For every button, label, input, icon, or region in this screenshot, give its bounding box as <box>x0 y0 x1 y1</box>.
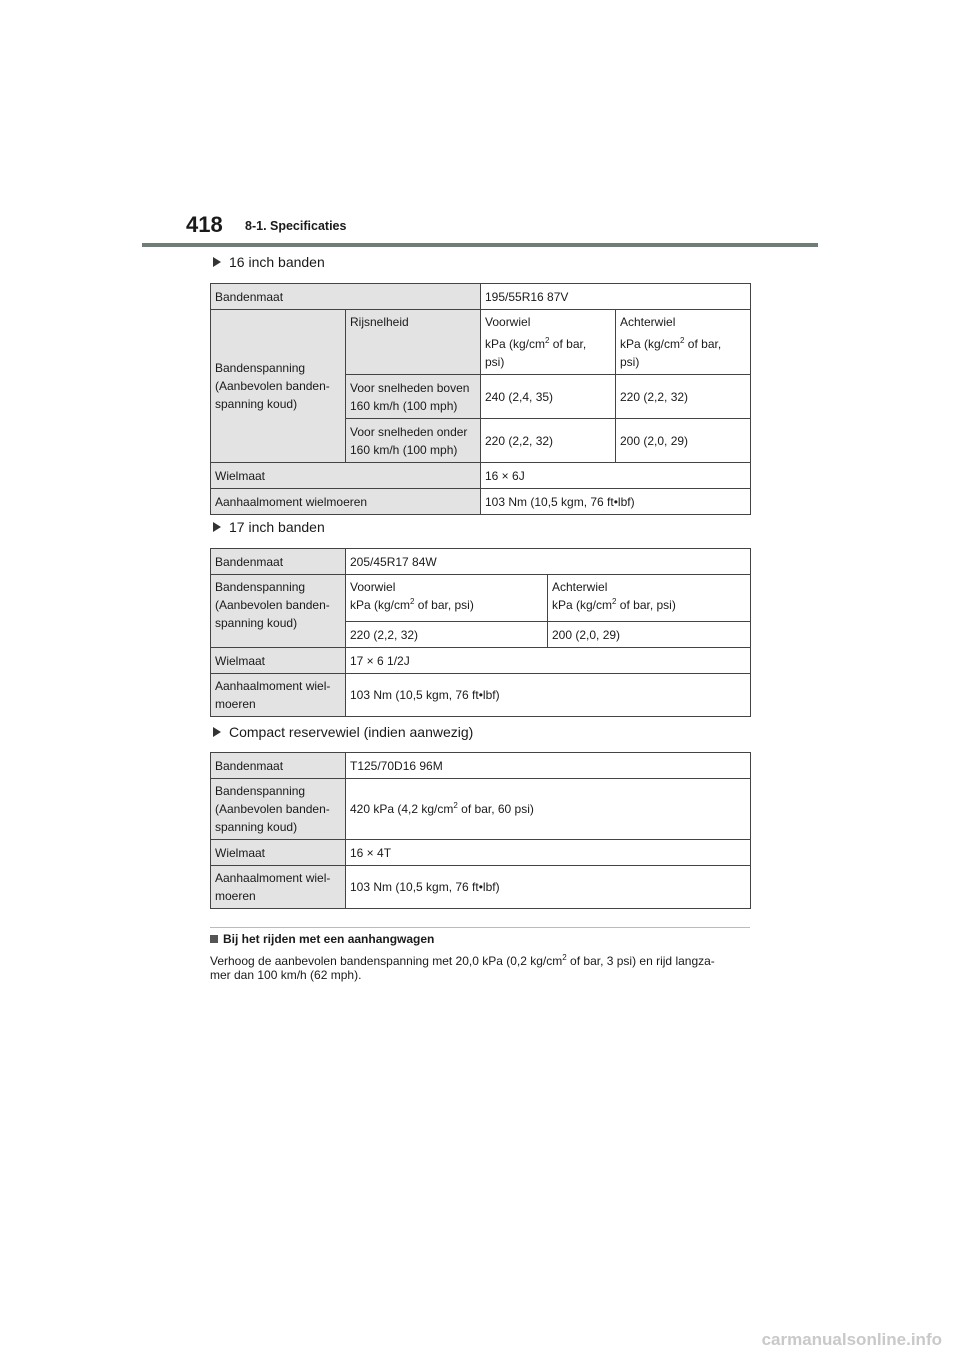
pressure-value: 420 kPa (4,2 $kg/cm^2$ of bar, 60 psi) <box>346 779 751 840</box>
heading-text: 16 inch banden <box>229 254 325 270</box>
square-bullet-icon <box>210 935 218 943</box>
pressure-label: Bandenspanning (Aanbevolen banden- spanning koud) <box>211 575 346 648</box>
table-row <box>211 310 751 375</box>
triangle-bullet-icon <box>213 522 221 532</box>
table-row <box>211 674 751 717</box>
table-row <box>211 866 751 909</box>
rear-wheel-header: Achterwiel kPa ($kg/cm^2$ of bar, psi) <box>616 310 751 375</box>
heading-17-inch <box>213 519 325 535</box>
torque-value: 103 Nm (10,5 kgm, 76 ft•lbf) <box>481 489 751 515</box>
heading-16-inch <box>213 254 325 270</box>
rear-wheel-header: Achterwiel kPa ($kg/cm^2$ of bar, psi) <box>548 575 751 622</box>
header-rule <box>142 243 818 247</box>
table-row <box>211 840 751 866</box>
size-label: Bandenmaat <box>211 549 346 575</box>
table-row <box>211 463 751 489</box>
front-wheel-header: Voorwiel kPa ($kg/cm^2$ of bar, psi) <box>346 575 548 622</box>
tire-table-compact-spare <box>210 752 751 909</box>
page-number: 418 <box>186 212 223 237</box>
torque-label: Aanhaalmoment wiel- moeren <box>211 674 346 717</box>
rear-pressure-below: 200 (2,0, 29) <box>616 419 751 463</box>
torque-value: 103 Nm (10,5 kgm, 76 ft•lbf) <box>346 674 751 717</box>
note-title <box>210 932 434 946</box>
speed-header: Rijsnelheid <box>346 310 481 375</box>
front-pressure: 220 (2,2, 32) <box>346 622 548 648</box>
wheel-size-label: Wielmaat <box>211 840 346 866</box>
wheel-size-label: Wielmaat <box>211 648 346 674</box>
front-pressure-above: 240 (2,4, 35) <box>481 375 616 419</box>
heading-text: 17 inch banden <box>229 519 325 535</box>
section-divider <box>210 927 750 928</box>
front-wheel-header: Voorwiel kPa ($kg/cm^2$ of bar, psi) <box>481 310 616 375</box>
heading-compact-spare <box>213 724 473 740</box>
triangle-bullet-icon <box>213 727 221 737</box>
rear-pressure-above: 220 (2,2, 32) <box>616 375 751 419</box>
heading-text: Compact reservewiel (indien aanwezig) <box>229 724 474 740</box>
pressure-label: Bandenspanning (Aanbevolen banden- spanning koud) <box>211 779 346 840</box>
table-row <box>211 779 751 840</box>
size-value: T125/70D16 96M <box>346 753 751 779</box>
pressure-label: Bandenspanning (Aanbevolen banden- spanning koud) <box>211 310 346 463</box>
torque-value: 103 Nm (10,5 kgm, 76 ft•lbf) <box>346 866 751 909</box>
tire-table-17-inch <box>210 548 751 717</box>
table-row <box>211 575 751 622</box>
size-value: 205/45R17 84W <box>346 549 751 575</box>
table-row <box>211 648 751 674</box>
wheel-size-label: Wielmaat <box>211 463 481 489</box>
wheel-size-value: 16 × 4T <box>346 840 751 866</box>
table-row <box>211 549 751 575</box>
triangle-bullet-icon <box>213 257 221 267</box>
speed-above-label: Voor snelheden boven 160 km/h (100 mph) <box>346 375 481 419</box>
table-row <box>211 489 751 515</box>
speed-below-label: Voor snelheden onder 160 km/h (100 mph) <box>346 419 481 463</box>
torque-label: Aanhaalmoment wiel- moeren <box>211 866 346 909</box>
table-row <box>211 753 751 779</box>
watermark: carmanualsonline.info <box>761 1330 942 1349</box>
size-label: Bandenmaat <box>211 753 346 779</box>
wheel-size-value: 17 × 6 1/2J <box>346 648 751 674</box>
size-value: 195/55R16 87V <box>481 284 751 310</box>
note-body: Verhoog de aanbevolen bandenspanning met 20,0 kPa (0,2 $kg/cm^2$ of bar, 3 psi) en rijd langza- mer dan 100 km/h (62 mph). <box>210 953 715 982</box>
rear-pressure: 200 (2,0, 29) <box>548 622 751 648</box>
torque-label: Aanhaalmoment wielmoeren <box>211 489 481 515</box>
wheel-size-value: 16 × 6J <box>481 463 751 489</box>
note-title-text: Bij het rijden met een aanhangwagen <box>223 932 435 946</box>
table-row <box>211 284 751 310</box>
section-title: 8-1. Specificaties <box>245 219 347 233</box>
front-pressure-below: 220 (2,2, 32) <box>481 419 616 463</box>
tire-table-16-inch <box>210 283 751 515</box>
size-label: Bandenmaat <box>211 284 481 310</box>
